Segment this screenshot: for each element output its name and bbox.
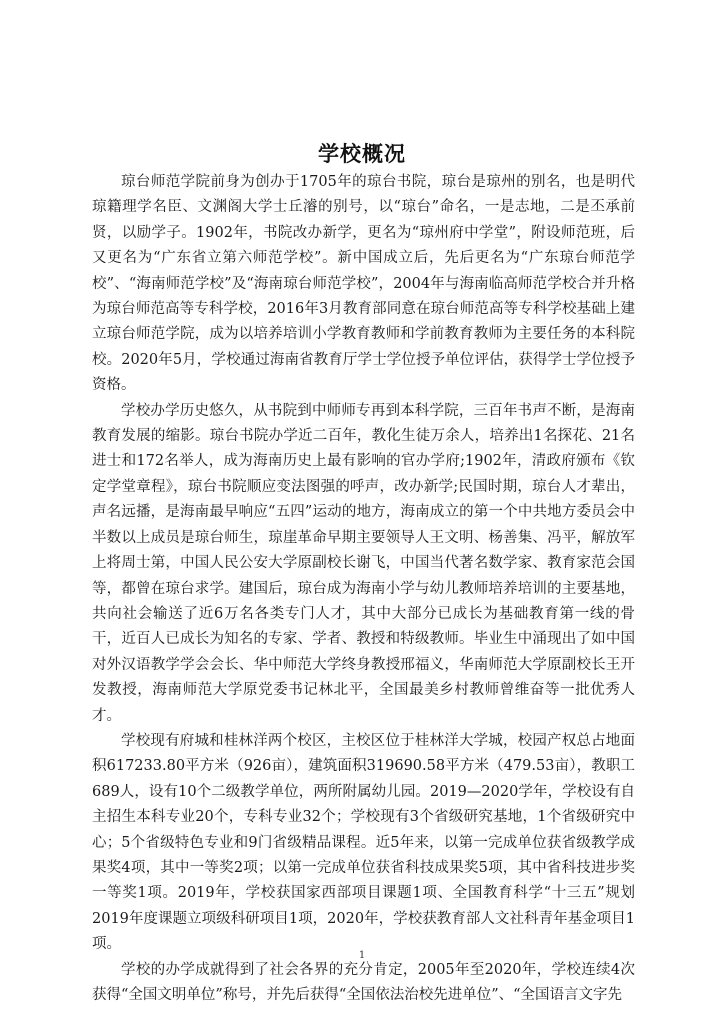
paragraph: 学校现有府城和桂林洋两个校区，主校区位于桂林洋大学城，校园产权总占地面积617233.80平方米（926亩），建筑面积319690.58平方米（479.53亩），教职工689人，设有10个二级教学单位，两所附属幼儿园。2019—2020学年，学校设有自主招生本科专业20个，专科专业32个；学校现有3个省级研究基地，1个省级研究中心；5个省级特色专业和9门省级精品课程。近5年来，以第一完成单位获省级教学成果奖4项，其中一等奖2项；以第一完成单位获省科技成果奖5项，其中省科技进步奖一等奖1项。2019年，学校获国家西部项目课题1项、全国教育科学“十三五”规划2019年度课题立项级科研项目1项，2020年，学校获教育部人文社科青年基金项目1项。 (92, 732, 635, 953)
paragraph: 琼台师范学院前身为创办于1705年的琼台书院，琼台是琼州的别名，也是明代琼籍理学名臣、文渊阁大学士丘濬的别号，以“琼台”命名，一是志地，二是丕承前贤，以励学子。1902年，书院改办新学，更名为“琼州府中学堂”，附设师范班，后又更名为“广东省立第六师范学校”。新中国成立后，先后更名为“广东琼台师范学校”、“海南师范学校”及“海南琼台师范学校”，2004年与海南临高师范学校合并升格为琼台师范高等专科学校，2016年3月教育部同意在琼台师范高等专科学校基础上建立琼台师范学院，成为以培养培训小学教育教师和学前教育教师为主要任务的本科院校。2020年5月，学校通过海南省教育厅学士学位授予单位评估，获得学士学位授予资格。 (92, 174, 635, 394)
paragraph: 学校办学历史悠久，从书院到中师师专再到本科学院，三百年书声不断，是海南教育发展的缩影。琼台书院办学近二百年，教化生徒万余人，培养出1名探花、21名进士和172名举人，成为海南历史上最有影响的官办学府;1902年，清政府颁布《钦定学堂章程》，琼台书院顺应变法图强的呼声，改办新学;民国时期，琼台人才辈出，声名远播，是海南最早响应“五四”运动的地方，海南成立的第一个中共地方委员会中半数以上成员是琼台师生，琼崖革命早期主要领导人王文明、杨善集、冯平，解放军上将周士第，中国人民公安大学原副校长谢飞，中国当代著名数学家、教育家范会国等，都曾在琼台求学。建国后，琼台成为海南小学与幼儿教师培养培训的主要基地，共向社会输送了近6万名各类专门人才，其中大部分已成长为基础教育第一线的骨干，近百人已成长为知名的专家、学者、教授和特级教师。毕业生中涌现出了如中国对外汉语教学学会会长、华中师范大学终身教授邢福义，华南师范大学原副校长王开发教授，海南师范大学原党委书记林北平，全国最美乡村教师曾维奋等一批优秀人才。 (92, 402, 635, 724)
document-body (92, 170, 635, 1008)
page-title: 学校概况 (318, 142, 406, 166)
paragraph: 学校的办学成就得到了社会各界的充分肯定，2005年至2020年，学校连续4次获得“全国文明单位”称号，并先后获得“全国依法治校先进单位”、“全国语言文字先 (92, 961, 635, 1003)
page-number: 1 (358, 950, 366, 961)
